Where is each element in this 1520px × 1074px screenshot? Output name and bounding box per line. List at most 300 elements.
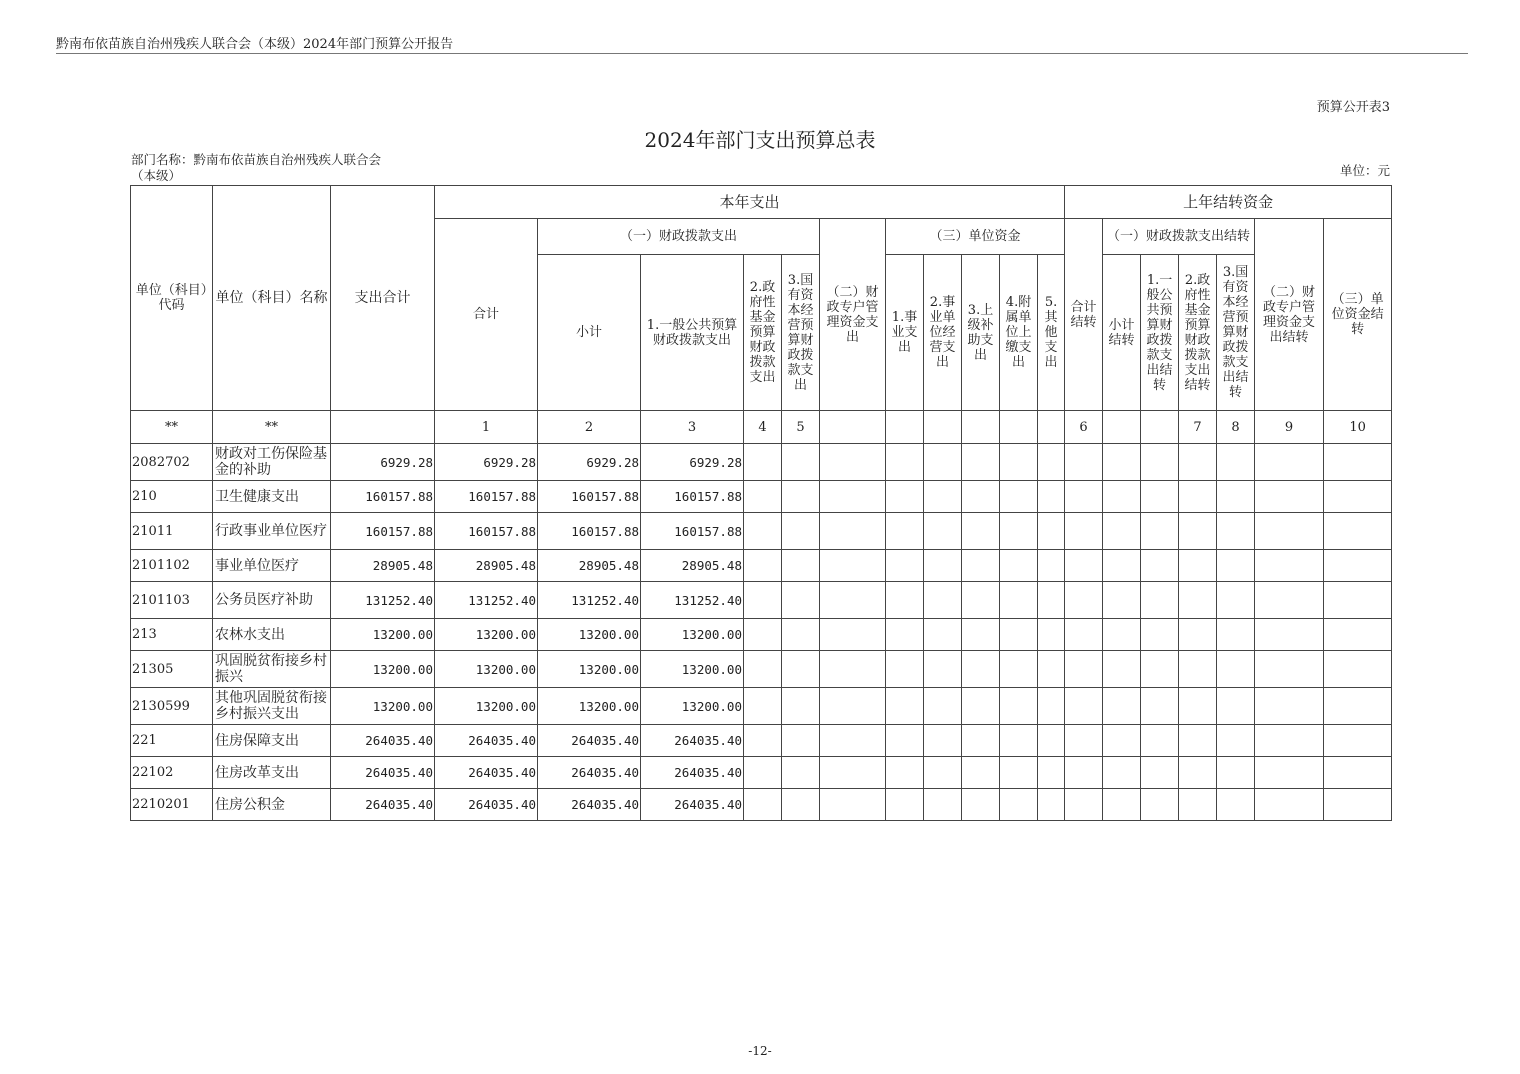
empty-cell [924, 757, 962, 789]
empty-cell [886, 789, 924, 821]
empty-cell [1103, 481, 1141, 513]
amount-cell: 160157.88 [435, 513, 538, 550]
subject-code: 2101103 [131, 582, 213, 619]
empty-cell [1065, 444, 1103, 481]
empty-cell [1103, 619, 1141, 651]
empty-cell [744, 688, 782, 725]
amount-cell: 264035.40 [538, 725, 641, 757]
amount-cell: 160157.88 [331, 513, 435, 550]
col-carryover-subtotal: 小计结转 [1103, 255, 1141, 411]
empty-cell [1141, 688, 1179, 725]
empty-cell [1103, 688, 1141, 725]
empty-cell [886, 550, 924, 582]
empty-cell [1141, 651, 1179, 688]
empty-cell [1255, 513, 1324, 550]
empty-cell [1179, 757, 1217, 789]
empty-cell [1038, 789, 1065, 821]
amount-cell: 264035.40 [641, 725, 744, 757]
col-gov-fund: 2.政府性基金预算财政拨款支出 [744, 255, 782, 411]
col-this-year-total: 合计 [435, 219, 538, 411]
amount-cell: 28905.48 [435, 550, 538, 582]
subject-name: 财政对工伤保险基金的补助 [213, 444, 331, 481]
amount-cell: 13200.00 [538, 688, 641, 725]
empty-cell [782, 651, 820, 688]
empty-cell [1141, 481, 1179, 513]
empty-cell [962, 725, 1000, 757]
empty-cell [1179, 688, 1217, 725]
empty-cell [1103, 789, 1141, 821]
empty-cell [1065, 725, 1103, 757]
empty-cell [1065, 550, 1103, 582]
table-row [131, 725, 1392, 757]
amount-cell: 160157.88 [538, 513, 641, 550]
empty-cell [1255, 550, 1324, 582]
empty-cell [782, 725, 820, 757]
amount-cell: 13200.00 [331, 651, 435, 688]
unit-label: 单位：元 [1339, 163, 1390, 178]
page-title: 2024年部门支出预算总表 [644, 128, 876, 152]
empty-cell [1065, 582, 1103, 619]
subject-code: 21305 [131, 651, 213, 688]
amount-cell: 160157.88 [435, 481, 538, 513]
amount-cell: 13200.00 [435, 651, 538, 688]
amount-cell: 264035.40 [331, 789, 435, 821]
table-row [131, 550, 1392, 582]
department-label: 部门名称：黔南布依苗族自治州残疾人联合会 [131, 152, 382, 167]
index-cell: ** [131, 411, 213, 444]
empty-cell [962, 619, 1000, 651]
empty-cell [924, 481, 962, 513]
empty-cell [1141, 757, 1179, 789]
col-carryover-total: 合计结转 [1065, 219, 1103, 411]
empty-cell [1038, 550, 1065, 582]
empty-cell [1000, 757, 1038, 789]
amount-cell: 6929.28 [331, 444, 435, 481]
index-cell [1038, 411, 1065, 444]
col-carryover-state: 3.国有资本经营预算财政拨款支出结转 [1217, 255, 1255, 411]
empty-cell [924, 550, 962, 582]
empty-cell [744, 725, 782, 757]
table-row [131, 688, 1392, 725]
index-cell: 8 [1217, 411, 1255, 444]
empty-cell [820, 757, 886, 789]
amount-cell: 160157.88 [538, 481, 641, 513]
empty-cell [1217, 582, 1255, 619]
empty-cell [1217, 725, 1255, 757]
empty-cell [886, 757, 924, 789]
empty-cell [1255, 688, 1324, 725]
subject-code: 21011 [131, 513, 213, 550]
index-cell [1141, 411, 1179, 444]
empty-cell [1217, 651, 1255, 688]
subject-code: 2130599 [131, 688, 213, 725]
empty-cell [1217, 481, 1255, 513]
empty-cell [1324, 789, 1392, 821]
subject-code: 2101102 [131, 550, 213, 582]
amount-cell: 264035.40 [641, 757, 744, 789]
table-row [131, 619, 1392, 651]
empty-cell [1217, 619, 1255, 651]
empty-cell [1000, 444, 1038, 481]
col-unit-5: 5.其他支出 [1038, 255, 1065, 411]
amount-cell: 264035.40 [331, 757, 435, 789]
amount-cell: 13200.00 [331, 619, 435, 651]
empty-cell [1255, 481, 1324, 513]
index-cell: 1 [435, 411, 538, 444]
amount-cell: 264035.40 [538, 789, 641, 821]
empty-cell [886, 444, 924, 481]
empty-cell [1141, 582, 1179, 619]
empty-cell [886, 582, 924, 619]
index-cell: 6 [1065, 411, 1103, 444]
empty-cell [1324, 513, 1392, 550]
index-cell: 2 [538, 411, 641, 444]
empty-cell [820, 550, 886, 582]
department-label-cont: （本级） [131, 168, 182, 183]
empty-cell [962, 481, 1000, 513]
empty-cell [1324, 651, 1392, 688]
group-unit-funds: （三）单位资金 [886, 219, 1065, 255]
empty-cell [1255, 651, 1324, 688]
amount-cell: 13200.00 [538, 619, 641, 651]
index-cell: ** [213, 411, 331, 444]
index-cell [886, 411, 924, 444]
empty-cell [962, 688, 1000, 725]
amount-cell: 13200.00 [641, 651, 744, 688]
form-number: 预算公开表3 [1316, 100, 1390, 115]
empty-cell [1141, 513, 1179, 550]
empty-cell [962, 550, 1000, 582]
empty-cell [886, 651, 924, 688]
empty-cell [1141, 444, 1179, 481]
col-unit-2: 2.事业单位经营支出 [924, 255, 962, 411]
subject-name: 卫生健康支出 [213, 481, 331, 513]
report-header: 黔南布依苗族自治州残疾人联合会（本级）2024年部门预算公开报告 [56, 37, 454, 52]
col-special-account: （二）财政专户管理资金支出 [820, 219, 886, 411]
empty-cell [744, 513, 782, 550]
col-carryover-general: 1.一般公共预算财政拨款支出结转 [1141, 255, 1179, 411]
empty-cell [1103, 444, 1141, 481]
empty-cell [1324, 688, 1392, 725]
empty-cell [1065, 757, 1103, 789]
empty-cell [1103, 582, 1141, 619]
empty-cell [1324, 725, 1392, 757]
empty-cell [820, 725, 886, 757]
empty-cell [820, 619, 886, 651]
empty-cell [1038, 725, 1065, 757]
empty-cell [1255, 444, 1324, 481]
empty-cell [924, 619, 962, 651]
empty-cell [962, 444, 1000, 481]
empty-cell [1179, 619, 1217, 651]
empty-cell [924, 582, 962, 619]
subject-code: 210 [131, 481, 213, 513]
empty-cell [886, 688, 924, 725]
department-name [131, 152, 381, 184]
subject-code: 2082702 [131, 444, 213, 481]
empty-cell [782, 619, 820, 651]
col-state-capital: 3.国有资本经营预算财政拨款支出 [782, 255, 820, 411]
empty-cell [962, 582, 1000, 619]
col-unit-3: 3.上级补助支出 [962, 255, 1000, 411]
empty-cell [1103, 651, 1141, 688]
table-row [131, 481, 1392, 513]
subject-name: 住房公积金 [213, 789, 331, 821]
index-cell: 4 [744, 411, 782, 444]
col-carryover-unit: （三）单位资金结转 [1324, 219, 1392, 411]
empty-cell [1000, 619, 1038, 651]
empty-cell [744, 789, 782, 821]
amount-cell: 264035.40 [641, 789, 744, 821]
empty-cell [1324, 550, 1392, 582]
header-divider [56, 53, 1468, 54]
col-unit-4: 4.附属单位上缴支出 [1000, 255, 1038, 411]
amount-cell: 28905.48 [641, 550, 744, 582]
group-carryover-fiscal: （一）财政拨款支出结转 [1103, 219, 1255, 255]
amount-cell: 264035.40 [435, 725, 538, 757]
table-row [131, 582, 1392, 619]
empty-cell [1179, 725, 1217, 757]
empty-cell [1103, 550, 1141, 582]
empty-cell [962, 757, 1000, 789]
empty-cell [886, 513, 924, 550]
empty-cell [820, 688, 886, 725]
empty-cell [924, 688, 962, 725]
empty-cell [1179, 789, 1217, 821]
expenditure-budget-table [130, 185, 1392, 821]
index-cell [962, 411, 1000, 444]
empty-cell [782, 582, 820, 619]
empty-cell [1038, 513, 1065, 550]
empty-cell [1038, 444, 1065, 481]
index-cell [331, 411, 435, 444]
amount-cell: 264035.40 [538, 757, 641, 789]
empty-cell [1179, 444, 1217, 481]
amount-cell: 13200.00 [538, 651, 641, 688]
table-row [131, 444, 1392, 481]
subject-code: 22102 [131, 757, 213, 789]
empty-cell [1324, 757, 1392, 789]
empty-cell [1000, 725, 1038, 757]
col-name: 单位（科目）名称 [213, 186, 331, 411]
empty-cell [1179, 550, 1217, 582]
amount-cell: 13200.00 [331, 688, 435, 725]
empty-cell [1255, 582, 1324, 619]
amount-cell: 131252.40 [641, 582, 744, 619]
empty-cell [924, 513, 962, 550]
col-carryover-special: （二）财政专户管理资金支出结转 [1255, 219, 1324, 411]
amount-cell: 28905.48 [538, 550, 641, 582]
empty-cell [1065, 651, 1103, 688]
column-index-row [131, 411, 1392, 444]
subject-code: 221 [131, 725, 213, 757]
empty-cell [1179, 513, 1217, 550]
empty-cell [1103, 513, 1141, 550]
amount-cell: 264035.40 [331, 725, 435, 757]
empty-cell [1255, 619, 1324, 651]
empty-cell [782, 757, 820, 789]
amount-cell: 6929.28 [641, 444, 744, 481]
subject-name: 巩固脱贫衔接乡村振兴 [213, 651, 331, 688]
empty-cell [1255, 757, 1324, 789]
index-cell [1103, 411, 1141, 444]
empty-cell [1179, 582, 1217, 619]
subject-name: 住房保障支出 [213, 725, 331, 757]
empty-cell [1324, 444, 1392, 481]
empty-cell [924, 789, 962, 821]
empty-cell [1065, 789, 1103, 821]
empty-cell [1038, 481, 1065, 513]
index-cell: 10 [1324, 411, 1392, 444]
empty-cell [962, 513, 1000, 550]
empty-cell [820, 513, 886, 550]
group-this-year: 本年支出 [435, 186, 1065, 219]
empty-cell [820, 582, 886, 619]
empty-cell [886, 725, 924, 757]
amount-cell: 6929.28 [435, 444, 538, 481]
col-code: 单位（科目）代码 [131, 186, 213, 411]
empty-cell [782, 444, 820, 481]
empty-cell [1000, 481, 1038, 513]
amount-cell: 28905.48 [331, 550, 435, 582]
empty-cell [1000, 582, 1038, 619]
empty-cell [1217, 789, 1255, 821]
empty-cell [1217, 444, 1255, 481]
empty-cell [1000, 513, 1038, 550]
empty-cell [1179, 651, 1217, 688]
table-row [131, 651, 1392, 688]
empty-cell [1324, 619, 1392, 651]
empty-cell [1217, 688, 1255, 725]
group-fiscal: （一）财政拨款支出 [538, 219, 820, 255]
empty-cell [1000, 789, 1038, 821]
empty-cell [782, 481, 820, 513]
empty-cell [924, 444, 962, 481]
subject-name: 农林水支出 [213, 619, 331, 651]
empty-cell [1038, 651, 1065, 688]
empty-cell [1038, 582, 1065, 619]
empty-cell [962, 789, 1000, 821]
empty-cell [886, 619, 924, 651]
empty-cell [1217, 757, 1255, 789]
empty-cell [1217, 513, 1255, 550]
table-row [131, 757, 1392, 789]
index-cell: 3 [641, 411, 744, 444]
empty-cell [744, 619, 782, 651]
index-cell [820, 411, 886, 444]
empty-cell [744, 582, 782, 619]
amount-cell: 160157.88 [641, 481, 744, 513]
empty-cell [1065, 619, 1103, 651]
empty-cell [1038, 688, 1065, 725]
amount-cell: 13200.00 [641, 688, 744, 725]
empty-cell [1141, 550, 1179, 582]
subject-code: 2210201 [131, 789, 213, 821]
amount-cell: 160157.88 [331, 481, 435, 513]
subject-name: 住房改革支出 [213, 757, 331, 789]
empty-cell [1065, 481, 1103, 513]
empty-cell [782, 688, 820, 725]
empty-cell [744, 550, 782, 582]
empty-cell [1103, 725, 1141, 757]
index-cell [924, 411, 962, 444]
empty-cell [1038, 619, 1065, 651]
empty-cell [1141, 789, 1179, 821]
empty-cell [820, 789, 886, 821]
empty-cell [1000, 688, 1038, 725]
empty-cell [744, 444, 782, 481]
col-subtotal: 小计 [538, 255, 641, 411]
col-general-budget: 1.一般公共预算财政拨款支出 [641, 255, 744, 411]
empty-cell [1038, 757, 1065, 789]
page-number: -12- [748, 1044, 772, 1058]
empty-cell [1065, 513, 1103, 550]
subject-code: 213 [131, 619, 213, 651]
empty-cell [1141, 725, 1179, 757]
empty-cell [782, 789, 820, 821]
amount-cell: 131252.40 [435, 582, 538, 619]
empty-cell [820, 651, 886, 688]
amount-cell: 160157.88 [641, 513, 744, 550]
amount-cell: 131252.40 [331, 582, 435, 619]
empty-cell [744, 757, 782, 789]
empty-cell [1179, 481, 1217, 513]
amount-cell: 264035.40 [435, 757, 538, 789]
empty-cell [744, 481, 782, 513]
empty-cell [1217, 550, 1255, 582]
index-cell: 9 [1255, 411, 1324, 444]
index-cell: 5 [782, 411, 820, 444]
empty-cell [820, 444, 886, 481]
amount-cell: 131252.40 [538, 582, 641, 619]
empty-cell [924, 725, 962, 757]
empty-cell [1000, 651, 1038, 688]
col-carryover-gov: 2.政府性基金预算财政拨款支出结转 [1179, 255, 1217, 411]
subject-name: 事业单位医疗 [213, 550, 331, 582]
empty-cell [744, 651, 782, 688]
empty-cell [1141, 619, 1179, 651]
empty-cell [1255, 789, 1324, 821]
amount-cell: 13200.00 [641, 619, 744, 651]
empty-cell [1103, 757, 1141, 789]
table-row [131, 789, 1392, 821]
index-cell: 7 [1179, 411, 1217, 444]
table-row [131, 513, 1392, 550]
empty-cell [962, 651, 1000, 688]
empty-cell [924, 651, 962, 688]
empty-cell [886, 481, 924, 513]
empty-cell [1065, 688, 1103, 725]
amount-cell: 13200.00 [435, 619, 538, 651]
index-cell [1000, 411, 1038, 444]
amount-cell: 6929.28 [538, 444, 641, 481]
subject-name: 公务员医疗补助 [213, 582, 331, 619]
col-unit-1: 1.事业支出 [886, 255, 924, 411]
empty-cell [1000, 550, 1038, 582]
amount-cell: 264035.40 [435, 789, 538, 821]
empty-cell [782, 550, 820, 582]
subject-name: 行政事业单位医疗 [213, 513, 331, 550]
group-last-year: 上年结转资金 [1065, 186, 1392, 219]
empty-cell [1255, 725, 1324, 757]
subject-name: 其他巩固脱贫衔接乡村振兴支出 [213, 688, 331, 725]
col-total: 支出合计 [331, 186, 435, 411]
empty-cell [1324, 481, 1392, 513]
empty-cell [1324, 582, 1392, 619]
amount-cell: 13200.00 [435, 688, 538, 725]
empty-cell [820, 481, 886, 513]
empty-cell [782, 513, 820, 550]
